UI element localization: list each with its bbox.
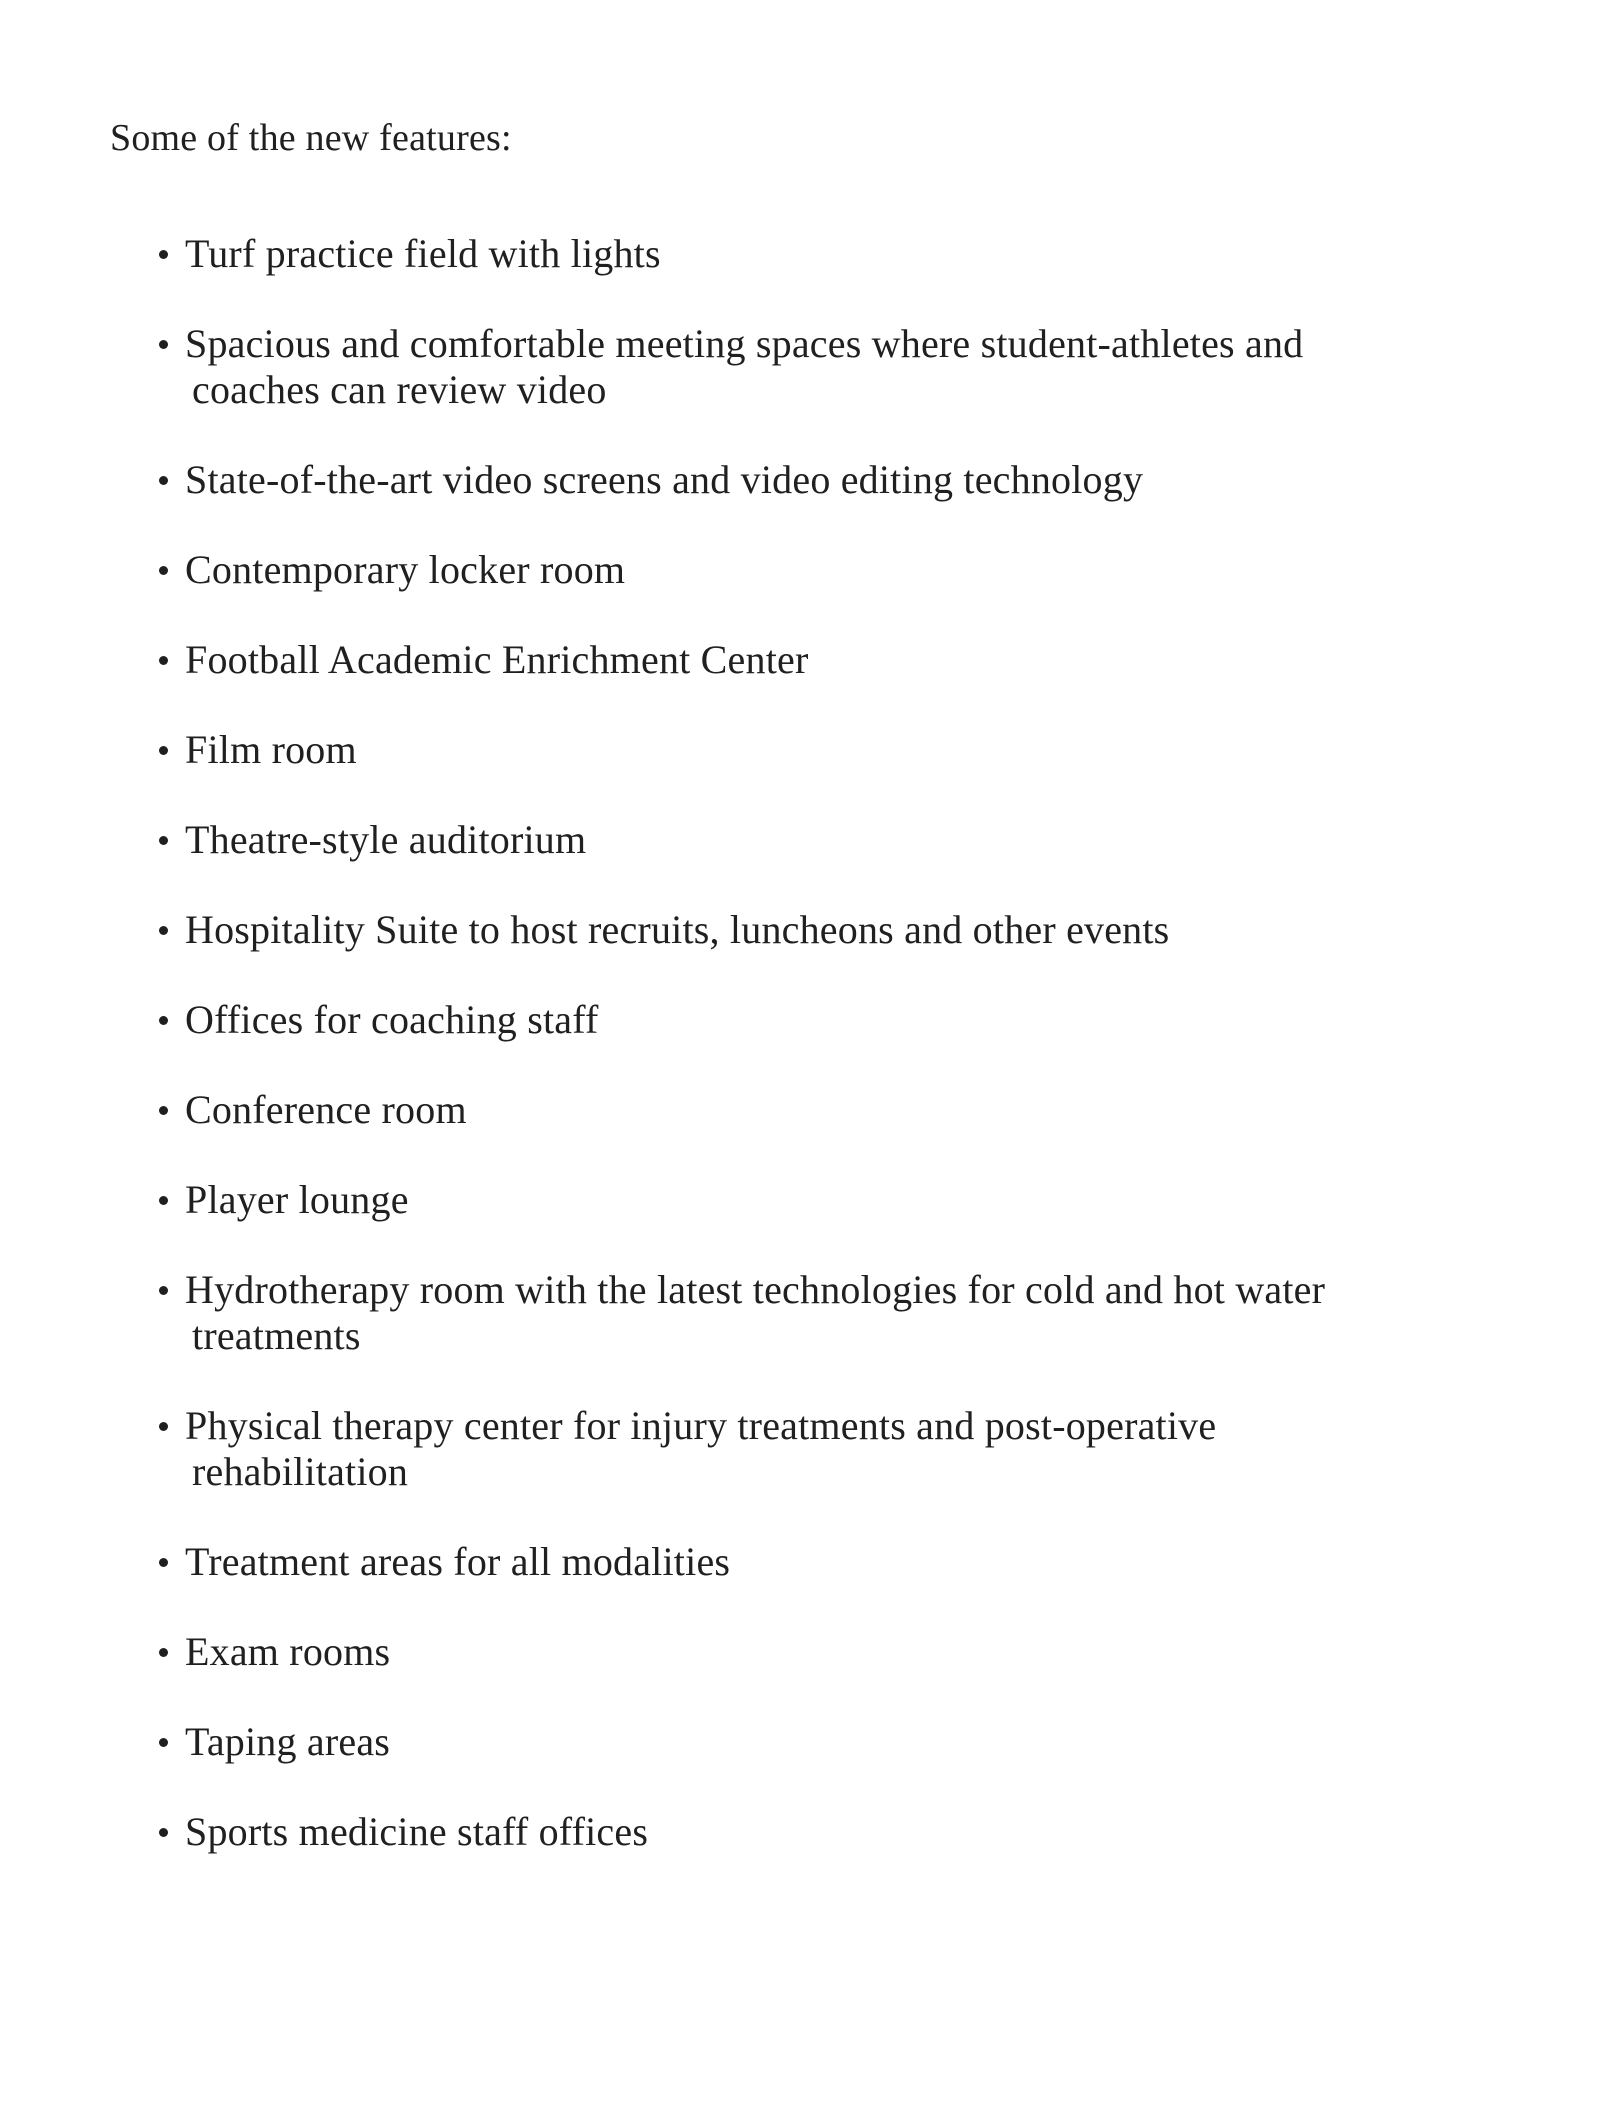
- list-item-text: Physical therapy center for injury treatments and post-operative: [185, 1403, 1217, 1448]
- bullet-icon: [159, 1648, 168, 1657]
- list-item-text: Spacious and comfortable meeting spaces where student-athletes and: [185, 321, 1304, 366]
- list-item-text: Sports medicine staff offices: [185, 1809, 649, 1854]
- bullet-icon: [159, 566, 168, 575]
- bullet-icon: [159, 1558, 168, 1567]
- list-item-text-continuation: treatments: [192, 1313, 361, 1358]
- list-item: [0, 1177, 1600, 1223]
- list-item-text: Conference room: [185, 1087, 467, 1132]
- list-item-text: Hospitality Suite to host recruits, luncheons and other events: [185, 907, 1170, 952]
- bullet-icon: [159, 1196, 168, 1205]
- list-item: [0, 231, 1600, 277]
- list-item-text: Hydrotherapy room with the latest technologies for cold and hot water: [185, 1267, 1326, 1312]
- list-item-text: Theatre-style auditorium: [185, 817, 587, 862]
- bullet-icon: [159, 1106, 168, 1115]
- bullet-icon: [159, 656, 168, 665]
- list-item: [0, 907, 1600, 953]
- page-title: Some of the new features:: [110, 117, 512, 159]
- list-item-text: Turf practice field with lights: [185, 231, 661, 276]
- list-item: [0, 1087, 1600, 1133]
- bullet-icon: [159, 1422, 168, 1431]
- list-item: [0, 1539, 1600, 1585]
- list-item-text: Exam rooms: [185, 1629, 391, 1674]
- list-item: [0, 1403, 1600, 1495]
- list-item-text: Offices for coaching staff: [185, 997, 599, 1042]
- list-item: [0, 457, 1600, 503]
- bullet-icon: [159, 250, 168, 259]
- bullet-icon: [159, 1016, 168, 1025]
- bullet-icon: [159, 1828, 168, 1837]
- list-item: [0, 1267, 1600, 1359]
- list-item-text: Film room: [185, 727, 357, 772]
- list-item: [0, 547, 1600, 593]
- list-item: [0, 637, 1600, 683]
- list-item: [0, 1809, 1600, 1855]
- bullet-icon: [159, 926, 168, 935]
- list-item: [0, 817, 1600, 863]
- list-item-text: State-of-the-art video screens and video editing technology: [185, 457, 1144, 502]
- list-item-text-continuation: rehabilitation: [192, 1449, 409, 1494]
- bullet-icon: [159, 746, 168, 755]
- list-item: [0, 997, 1600, 1043]
- bullet-icon: [159, 340, 168, 349]
- bullet-icon: [159, 1738, 168, 1747]
- list-item: [0, 1719, 1600, 1765]
- list-item-text-continuation: coaches can review video: [192, 367, 607, 412]
- list-item-text: Treatment areas for all modalities: [185, 1539, 731, 1584]
- list-item-text: Football Academic Enrichment Center: [185, 637, 809, 682]
- list-item-text: Player lounge: [185, 1177, 409, 1222]
- bullet-icon: [159, 1286, 168, 1295]
- list-item-text: Contemporary locker room: [185, 547, 626, 592]
- list-item-text: Taping areas: [185, 1719, 391, 1764]
- document-page: [0, 115, 1600, 2115]
- bullet-icon: [159, 476, 168, 485]
- list-item: [0, 727, 1600, 773]
- list-item: [0, 1629, 1600, 1675]
- list-item: [0, 321, 1600, 413]
- bullet-icon: [159, 836, 168, 845]
- features-list: [0, 231, 1600, 1855]
